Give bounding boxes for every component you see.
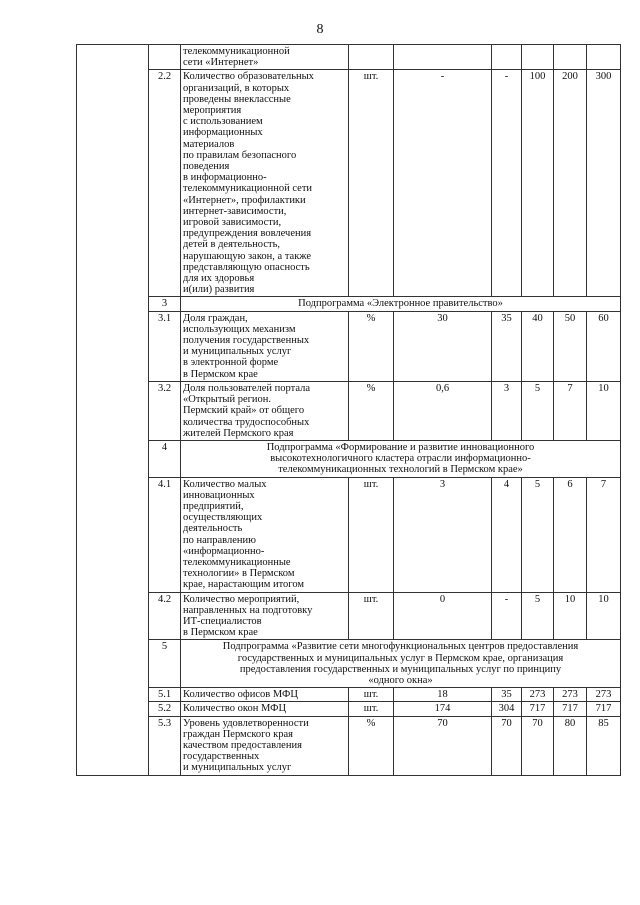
unit-cell: шт. — [349, 592, 394, 640]
unit-cell: % — [349, 716, 394, 775]
indicators-table — [76, 44, 621, 776]
value-cell — [492, 45, 522, 70]
value-cell: 200 — [554, 70, 587, 297]
table-body — [77, 45, 621, 776]
unit-cell: шт. — [349, 70, 394, 297]
value-cell: 80 — [554, 716, 587, 775]
subprogram-row — [77, 297, 621, 311]
value-cell — [394, 45, 492, 70]
value-cell: 174 — [394, 702, 492, 716]
unit-cell: шт. — [349, 702, 394, 716]
indicator-description: Количество окон МФЦ — [181, 702, 349, 716]
value-cell: 273 — [587, 688, 621, 702]
value-cell — [587, 45, 621, 70]
value-cell: 0,6 — [394, 381, 492, 440]
value-cell: 85 — [587, 716, 621, 775]
left-blank-column — [77, 45, 149, 776]
unit-cell — [349, 45, 394, 70]
subprogram-title: Подпрограмма «Электронное правительство» — [181, 297, 621, 311]
value-cell: 0 — [394, 592, 492, 640]
value-cell: 717 — [522, 702, 554, 716]
value-cell: 6 — [554, 477, 587, 592]
value-cell: 717 — [554, 702, 587, 716]
value-cell: 3 — [492, 381, 522, 440]
value-cell: 7 — [554, 381, 587, 440]
unit-cell: % — [349, 381, 394, 440]
value-cell — [522, 45, 554, 70]
value-cell: 3 — [394, 477, 492, 592]
value-cell: 5 — [522, 381, 554, 440]
indicator-description: Доля граждан, использующих механизм получения государственных и муниципальных услуг в электронной форме в Пермском крае — [181, 311, 349, 381]
indicator-description: Количество малых инновационных предприятий, осуществляющих деятельность по направлению «информационно- телекоммуникационные технологии» в Пермском крае, нарастающим итогом — [181, 477, 349, 592]
value-cell: - — [492, 70, 522, 297]
row-number — [149, 45, 181, 70]
unit-cell: шт. — [349, 477, 394, 592]
table-row — [77, 381, 621, 440]
row-number: 4.1 — [149, 477, 181, 592]
indicator-description: Уровень удовлетворенности граждан Пермского края качеством предоставления государственных и муниципальных услуг — [181, 716, 349, 775]
value-cell: 100 — [522, 70, 554, 297]
value-cell: - — [492, 592, 522, 640]
value-cell: - — [394, 70, 492, 297]
indicator-description: Количество офисов МФЦ — [181, 688, 349, 702]
value-cell: 273 — [522, 688, 554, 702]
value-cell: 273 — [554, 688, 587, 702]
value-cell: 4 — [492, 477, 522, 592]
value-cell: 70 — [522, 716, 554, 775]
value-cell: 7 — [587, 477, 621, 592]
value-cell: 5 — [522, 592, 554, 640]
value-cell: 35 — [492, 311, 522, 381]
row-number: 2.2 — [149, 70, 181, 297]
indicator-description: Количество образовательных организаций, в которых проведены внеклассные мероприятия с использованием информационных материалов по правилам безопасного поведения в информационно- телекоммуникационной сети «Интернет», профилактики интернет-зависимости, игровой зависимости, предупреждения вовлечения детей в деятельность, нарушающую закон, а также представляющую опасность для их здоровья и(или) развития — [181, 70, 349, 297]
value-cell: 40 — [522, 311, 554, 381]
row-number: 3.1 — [149, 311, 181, 381]
table-row — [77, 688, 621, 702]
indicator-description: Доля пользователей портала «Открытый регион. Пермский край» от общего количества трудоспособных жителей Пермского края — [181, 381, 349, 440]
table-row — [77, 70, 621, 297]
value-cell: 304 — [492, 702, 522, 716]
subprogram-row — [77, 640, 621, 688]
value-cell: 10 — [587, 381, 621, 440]
subprogram-row — [77, 440, 621, 477]
indicators-table-container — [76, 44, 620, 776]
value-cell: 50 — [554, 311, 587, 381]
value-cell: 300 — [587, 70, 621, 297]
table-row — [77, 702, 621, 716]
row-number: 5.2 — [149, 702, 181, 716]
page-number: 8 — [316, 22, 324, 37]
value-cell: 70 — [394, 716, 492, 775]
value-cell: 60 — [587, 311, 621, 381]
table-row — [77, 477, 621, 592]
row-number: 5.1 — [149, 688, 181, 702]
value-cell: 5 — [522, 477, 554, 592]
value-cell: 35 — [492, 688, 522, 702]
unit-cell: шт. — [349, 688, 394, 702]
value-cell: 717 — [587, 702, 621, 716]
value-cell — [554, 45, 587, 70]
value-cell: 70 — [492, 716, 522, 775]
row-number: 5.3 — [149, 716, 181, 775]
row-number: 5 — [149, 640, 181, 688]
table-row — [77, 311, 621, 381]
subprogram-title: Подпрограмма «Развитие сети многофункциональных центров предоставления государственных и муниципальных услуг в Пермском крае, организация предоставления государственных и муниципальных услуг по принципу «одного окна» — [181, 640, 621, 688]
value-cell: 30 — [394, 311, 492, 381]
subprogram-title: Подпрограмма «Формирование и развитие инновационного высокотехнологичного кластера отрасли информационно- телекоммуникационных технологий в Пермском крае» — [181, 440, 621, 477]
table-row — [77, 716, 621, 775]
value-cell: 18 — [394, 688, 492, 702]
row-number: 4.2 — [149, 592, 181, 640]
row-number: 3 — [149, 297, 181, 311]
unit-cell: % — [349, 311, 394, 381]
row-number: 3.2 — [149, 381, 181, 440]
value-cell: 10 — [554, 592, 587, 640]
indicator-description: Количество мероприятий, направленных на подготовку ИТ-специалистов в Пермском крае — [181, 592, 349, 640]
value-cell: 10 — [587, 592, 621, 640]
table-row — [77, 592, 621, 640]
row-number: 4 — [149, 440, 181, 477]
table-row — [77, 45, 621, 70]
indicator-description: телекоммуникационной сети «Интернет» — [181, 45, 349, 70]
